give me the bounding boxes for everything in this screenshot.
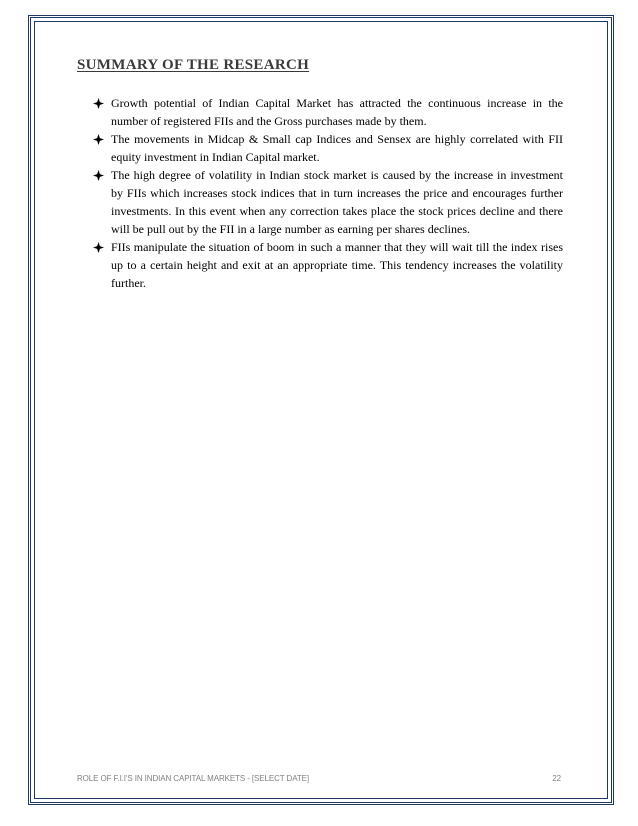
- bullet-item: [93, 166, 563, 238]
- bullet-text: FIIs manipulate the situation of boom in such a manner that they will wait till the index rises up to a certain height and exit at an appropriate time. This tendency increases the volatility further.: [111, 240, 563, 290]
- bullet-item: [93, 94, 563, 130]
- footer-title: ROLE OF F.I.I'S IN INDIAN CAPITAL MARKETS - [SELECT DATE]: [77, 774, 310, 783]
- diamond-bullet-icon: [93, 238, 107, 256]
- bullet-item: [93, 238, 563, 292]
- diamond-bullet-icon: [93, 166, 107, 184]
- page-number: 22: [552, 774, 561, 783]
- bullet-item: [93, 130, 563, 166]
- bullet-text: Growth potential of Indian Capital Market has attracted the continuous increase in the number of registered FIIs and the Gross purchases made by them.: [111, 96, 563, 128]
- summary-bullet-list: [93, 94, 563, 292]
- diamond-bullet-icon: [93, 94, 107, 112]
- diamond-bullet-icon: [93, 130, 107, 148]
- bullet-text: The movements in Midcap & Small cap Indices and Sensex are highly correlated with FII equity investment in Indian Capital market.: [111, 132, 563, 164]
- page-footer: [77, 774, 561, 783]
- section-heading: SUMMARY OF THE RESEARCH: [77, 57, 310, 73]
- bullet-text: The high degree of volatility in Indian stock market is caused by the increase in investment by FIIs which increases stock indices that in turn increases the price and encourages further investments. In this event when any correction takes place the stock prices decline and there will be pull out by the FII in a large number as earning per shares declines.: [111, 168, 563, 236]
